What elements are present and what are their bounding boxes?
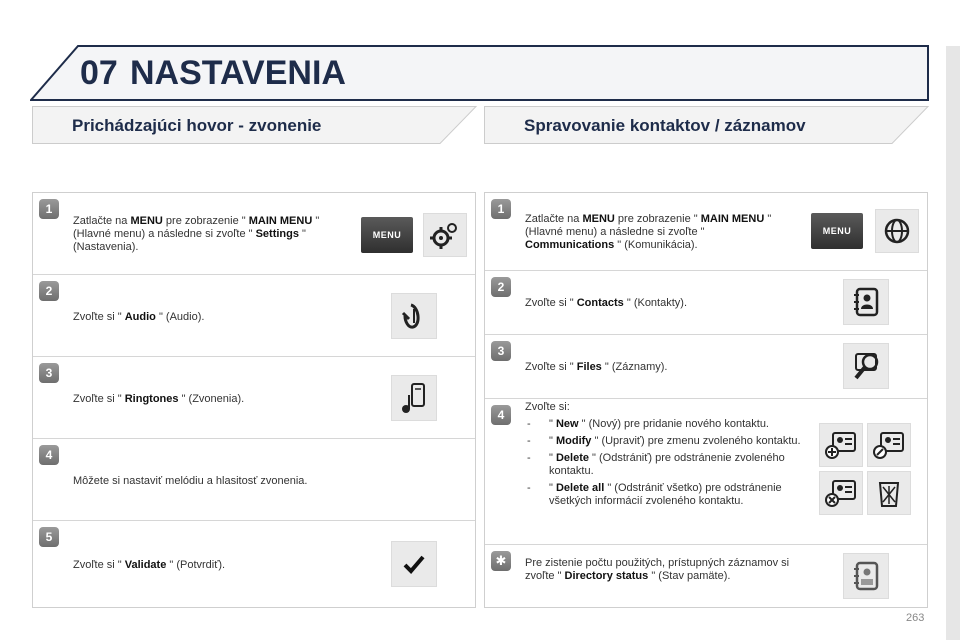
left-section-header [32,106,478,144]
option-new: - " New " (Nový) pre pridanie nového kontaktu. [525,418,805,431]
step-number: 3 [39,363,59,383]
left-step-5 [33,521,475,607]
right-steps-box [484,192,928,608]
chapter-header [30,44,930,102]
trash-icon [867,471,911,515]
left-step-4 [33,439,475,521]
chapter-number: 07 [80,54,118,92]
options-list [525,418,805,508]
step-text: Zvoľte si " Files " (Záznamy). [525,361,668,373]
modify-contact-icon [867,423,911,467]
tip-text: Pre zistenie počtu použitých, prístupných záznamov si zvoľte " Directory status " (Stav pamäte). [525,557,790,582]
ringtone-icon [391,375,437,421]
left-section-title: Prichádzajúci hovor - zvonenie [72,116,322,135]
menu-button[interactable]: MENU [811,213,863,249]
option-delete: - " Delete " (Odstrániť) pre odstránenie zvoleného kontaktu. [525,452,805,478]
side-bar [946,46,960,640]
step-text: Zvoľte si " Validate " (Potvrdiť). [73,559,226,571]
step-text: Zatlačte na MENU pre zobrazenie " MAIN MENU " (Hlavné menu) a následne si zvoľte " Settings " (Nastavenia). [73,215,320,253]
step-text: Zatlačte na MENU pre zobrazenie " MAIN MENU " (Hlavné menu) a následne si zvoľte " Communications " (Komunikácia). [525,213,772,251]
directory-status-icon [843,553,889,599]
step-text: Môžete si nastaviť melódiu a hlasitosť zvonenia. [73,475,308,487]
right-step-2 [485,271,927,335]
left-step-1 [33,193,475,275]
step-number: 2 [39,281,59,301]
step-number: 1 [39,199,59,219]
left-steps-box [32,192,476,608]
new-contact-icon [819,423,863,467]
options-intro: Zvoľte si: [525,401,570,413]
step-number: 5 [39,527,59,547]
right-section-title: Spravovanie kontaktov / záznamov [524,116,806,135]
contacts-icon [843,279,889,325]
step-number: 2 [491,277,511,297]
right-tip [485,545,927,607]
gears-icon [423,213,467,257]
files-icon [843,343,889,389]
step-number: 3 [491,341,511,361]
step-number: 4 [491,405,511,425]
page-title: NASTAVENIA [130,54,346,92]
audio-icon [391,293,437,339]
step-text: Zvoľte si " Audio " (Audio). [73,311,205,323]
left-step-2 [33,275,475,357]
step-number: 1 [491,199,511,219]
globe-icon [875,209,919,253]
menu-button[interactable]: MENU [361,217,413,253]
option-delete-all: - " Delete all " (Odstrániť všetko) pre odstránenie všetkých informácií zvoleného kontaktu. [525,482,805,508]
step-text [525,401,805,512]
left-step-3 [33,357,475,439]
check-icon [391,541,437,587]
delete-contact-icon [819,471,863,515]
right-section-header [484,106,930,144]
right-step-3 [485,335,927,399]
step-text: Zvoľte si " Contacts " (Kontakty). [525,297,687,309]
step-text: Zvoľte si " Ringtones " (Zvonenia). [73,393,245,405]
right-step-4 [485,399,927,545]
step-number: 4 [39,445,59,465]
right-step-1 [485,193,927,271]
tip-icon: ✱ [491,551,511,571]
page-number: 263 [906,612,925,624]
option-modify: - " Modify " (Upraviť) pre zmenu zvoleného kontaktu. [525,435,805,448]
